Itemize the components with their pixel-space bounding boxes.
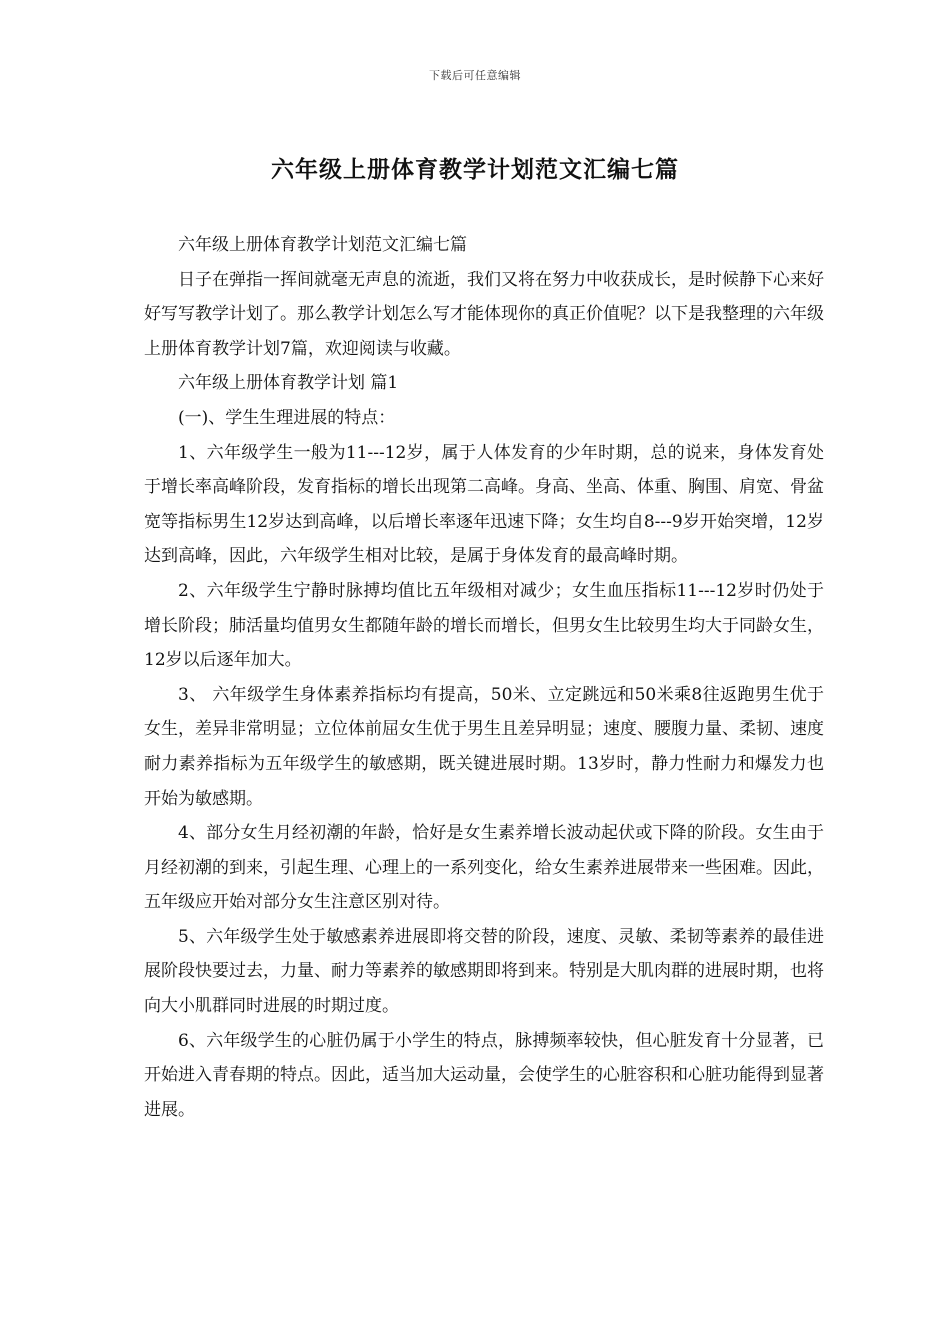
- paragraph-point-5: 5、六年级学生处于敏感素养进展即将交替的阶段，速度、灵敏、柔韧等素养的最佳进展阶段快要过去，力量、耐力等素养的敏感期即将到来。特别是大肌肉群的进展时期，也将向大小肌群同时进展的时期过度。: [144, 926, 824, 1017]
- paragraph-point-2: 2、六年级学生宁静时脉搏均值比五年级相对减少；女生血压指标11---12岁时仍处于增长阶段；肺活量均值男女生都随年龄的增长而增长，但男女生比较男生均大于同龄女生，12岁以后逐年加大。: [144, 580, 824, 671]
- paragraph-point-3: 3、 六年级学生身体素养指标均有提高，50米、立定跳远和50米乘8往返跑男生优于女生，差异非常明显；立位体前屈女生优于男生且差异明显；速度、腰腹力量、柔韧、速度耐力素养指标为五年级学生的敏感期，既关键进展时期。13岁时，静力性耐力和爆发力也开始为敏感期。: [144, 684, 824, 809]
- header-note: 下载后可任意编辑: [429, 69, 521, 82]
- paragraph-subtitle: 六年级上册体育教学计划范文汇编七篇: [178, 235, 467, 255]
- paragraph-point-6: 6、六年级学生的心脏仍属于小学生的特点，脉搏频率较快，但心脏发育十分显著，已开始进入青春期的特点。因此，适当加大运动量，会使学生的心脏容积和心脏功能得到显著进展。: [144, 1030, 824, 1120]
- paragraph-subsection-heading: (一)、学生生理进展的特点：: [178, 407, 396, 428]
- document-body: [144, 228, 824, 1127]
- paragraph-point-1: 1、六年级学生一般为11---12岁，属于人体发育的少年时期，总的说来，身体发育处于增长率高峰阶段，发育指标的增长出现第二高峰。身高、坐高、体重、胸围、肩宽、骨盆宽等指标男生12岁达到高峰，以后增长率逐年迅速下降；女生均自8---9岁开始突增，12岁达到高峰，因此，六年级学生相对比较，是属于身体发育的最高峰时期。: [144, 442, 824, 567]
- document-title: 六年级上册体育教学计划范文汇编七篇: [271, 157, 679, 183]
- paragraph-section-heading: 六年级上册体育教学计划 篇1: [178, 373, 399, 394]
- paragraph-point-4: 4、部分女生月经初潮的年龄，恰好是女生素养增长波动起伏或下降的阶段。女生由于月经初潮的到来，引起生理、心理上的一系列变化，给女生素养进展带来一些困难。因此，五年级应开始对部分女生注意区别对待。: [144, 823, 824, 913]
- paragraph-intro: 日子在弹指一挥间就毫无声息的流逝，我们又将在努力中收获成长，是时候静下心来好好写写教学计划了。那么教学计划怎么写才能体现你的真正价值呢？以下是我整理的六年级上册体育教学计划7篇，欢迎阅读与收藏。: [144, 269, 824, 359]
